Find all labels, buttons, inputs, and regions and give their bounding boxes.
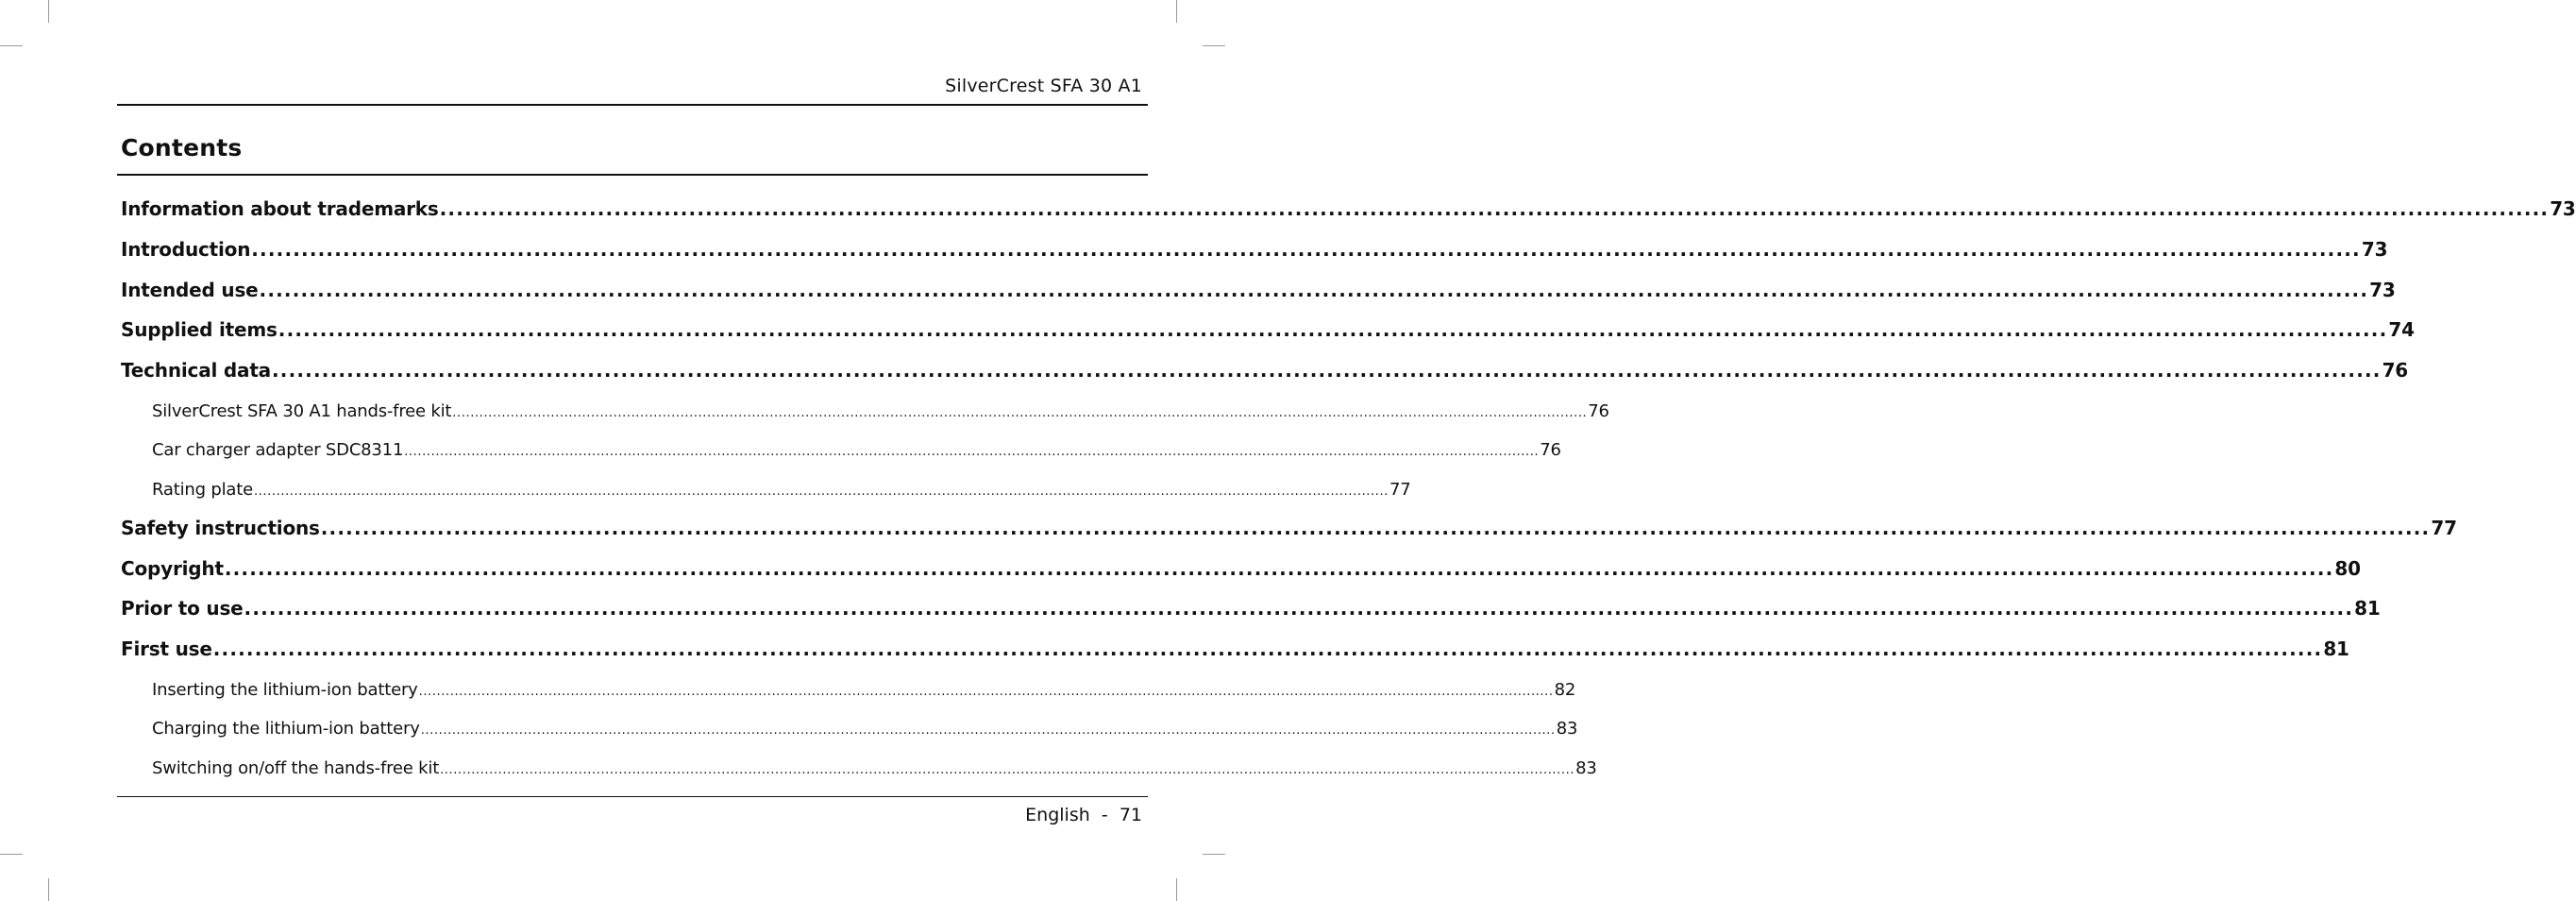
dot-leader: .............................................................................................................................................................................................................................................................. xyxy=(224,556,2334,580)
toc-entry-label: Supplied items xyxy=(121,318,278,342)
toc-subentry[interactable] xyxy=(121,710,1578,749)
header-rule xyxy=(117,104,1148,106)
toc-entry-page: 73 xyxy=(2369,278,2396,301)
page-footer xyxy=(1025,805,1142,825)
toc-entry-label: Rating plate xyxy=(152,479,253,500)
dot-leader: .............................................................................................................................................................................................................................................................. xyxy=(440,762,1575,777)
toc-entry-label: Technical data xyxy=(121,359,271,382)
toc-entry-label: Information about trademarks xyxy=(121,197,439,220)
toc-entry-label: Charging the lithium-ion battery xyxy=(152,719,420,740)
toc-entry[interactable] xyxy=(121,191,2576,231)
dot-leader: .............................................................................................................................................................................................................................................................. xyxy=(259,278,2369,301)
running-header: SilverCrest SFA 30 A1 xyxy=(945,76,1142,96)
crop-mark xyxy=(0,45,23,46)
toc-entry[interactable] xyxy=(121,590,2381,631)
toc-entry-page: 74 xyxy=(2388,318,2415,342)
toc-subentry[interactable] xyxy=(121,393,1609,432)
dot-leader: .............................................................................................................................................................................................................................................................. xyxy=(320,516,2431,539)
toc-subentry[interactable] xyxy=(121,432,1561,470)
toc-entry[interactable] xyxy=(121,631,2349,672)
toc-subentry[interactable] xyxy=(121,672,1576,710)
toc-entry[interactable] xyxy=(121,352,2409,393)
crop-mark xyxy=(0,854,23,855)
crop-mark xyxy=(1203,45,1225,46)
toc-entry-label: Intended use xyxy=(121,278,259,301)
toc-entry-label: Switching on/off the hands-free kit xyxy=(152,757,440,778)
footer-rule xyxy=(117,796,1148,797)
title-rule xyxy=(117,174,1148,176)
dot-leader: .............................................................................................................................................................................................................................................................. xyxy=(253,484,1389,499)
page-title: Contents xyxy=(121,134,243,162)
toc-entry[interactable] xyxy=(121,272,2396,313)
toc-entry[interactable] xyxy=(121,510,2457,551)
toc-entry[interactable] xyxy=(121,231,2388,272)
toc-entry-label: Safety instructions xyxy=(121,516,320,539)
crop-mark xyxy=(48,878,49,901)
toc-entry-page: 80 xyxy=(2334,556,2361,580)
dot-leader: .............................................................................................................................................................................................................................................................. xyxy=(244,597,2354,620)
dot-leader: .............................................................................................................................................................................................................................................................. xyxy=(271,359,2382,382)
dot-leader: .............................................................................................................................................................................................................................................................. xyxy=(251,237,2361,261)
toc-entry-page: 77 xyxy=(2431,516,2457,539)
toc-entry[interactable] xyxy=(121,551,2361,591)
toc-entry-page: 76 xyxy=(2382,359,2409,382)
dot-leader: .............................................................................................................................................................................................................................................................. xyxy=(439,197,2550,220)
toc-entry-label: Copyright xyxy=(121,556,224,580)
crop-mark xyxy=(48,0,49,23)
toc-subentry[interactable] xyxy=(121,471,1411,510)
toc-entry-page: 83 xyxy=(1556,719,1578,740)
toc-entry-page: 73 xyxy=(2361,237,2388,261)
toc-entry-page: 76 xyxy=(1540,440,1561,461)
dot-leader: .............................................................................................................................................................................................................................................................. xyxy=(420,723,1556,739)
toc-entry-label: Car charger adapter SDC8311 xyxy=(152,440,404,461)
crop-mark xyxy=(1203,854,1225,855)
dot-leader: .............................................................................................................................................................................................................................................................. xyxy=(278,318,2388,342)
toc-entry-page: 81 xyxy=(2354,597,2381,620)
toc-entry-page: 76 xyxy=(1588,400,1609,421)
footer-page-number: 71 xyxy=(1119,805,1142,825)
toc-entry-label: First use xyxy=(121,638,212,661)
crop-mark xyxy=(1176,0,1177,23)
toc-entry[interactable] xyxy=(121,312,2415,352)
dot-leader: .............................................................................................................................................................................................................................................................. xyxy=(404,445,1540,460)
dot-leader: .............................................................................................................................................................................................................................................................. xyxy=(452,405,1588,420)
toc-entry-page: 77 xyxy=(1389,479,1411,500)
toc-entry-page: 83 xyxy=(1575,757,1597,778)
table-of-contents xyxy=(121,191,2576,789)
toc-subentry[interactable] xyxy=(121,750,1597,789)
crop-mark xyxy=(1176,878,1177,901)
toc-entry-page: 81 xyxy=(2323,638,2349,661)
toc-entry-label: Introduction xyxy=(121,237,251,261)
dot-leader: .............................................................................................................................................................................................................................................................. xyxy=(418,685,1554,700)
toc-entry-label: Prior to use xyxy=(121,597,244,620)
toc-entry-label: SilverCrest SFA 30 A1 hands-free kit xyxy=(152,400,452,421)
footer-separator: - xyxy=(1101,805,1108,825)
footer-language: English xyxy=(1025,805,1090,825)
dot-leader: .............................................................................................................................................................................................................................................................. xyxy=(212,638,2323,661)
toc-entry-page: 82 xyxy=(1554,680,1576,701)
toc-entry-label: Inserting the lithium-ion battery xyxy=(152,680,418,701)
toc-entry-page: 73 xyxy=(2550,197,2576,220)
